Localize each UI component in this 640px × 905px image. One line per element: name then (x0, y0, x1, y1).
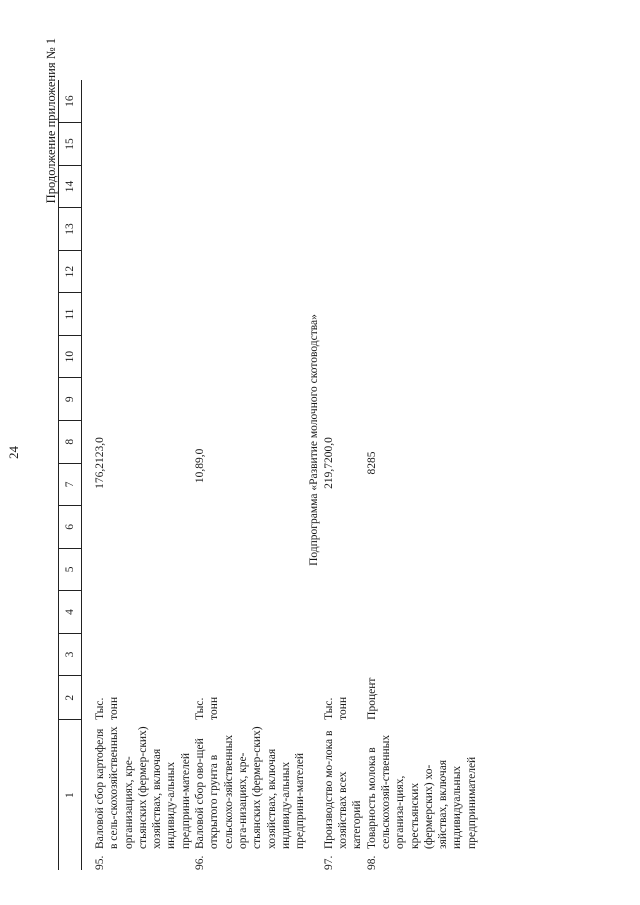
table-row (365, 80, 479, 870)
continuation-title: Продолжение приложения № 1 (44, 38, 58, 204)
row-number: 95. (94, 855, 106, 870)
table-row (193, 80, 307, 870)
value-col-7: 10,8 (194, 463, 207, 484)
unit-cell: Тыс. тонн (194, 696, 221, 720)
column-header: 13 (59, 208, 82, 251)
column-header: 16 (59, 80, 82, 123)
indicator-cell (193, 720, 307, 870)
column-header: 15 (59, 123, 82, 166)
indicators-table (58, 80, 479, 870)
row-number: 96. (194, 855, 207, 870)
table-row (322, 80, 365, 870)
value-col-7: 219,7 (322, 463, 335, 489)
page-number: 24 (6, 446, 21, 459)
column-header: 1 (59, 720, 82, 870)
unit-cell: Тыс. тонн (322, 696, 350, 720)
value-col-8: 9,0 (194, 448, 207, 464)
unit-cell: Процент (365, 677, 378, 720)
column-header: 11 (59, 293, 82, 336)
column-header: 6 (59, 506, 82, 549)
value-col-7: 82 (365, 463, 378, 475)
column-header: 9 (59, 378, 82, 421)
column-header: 8 (59, 420, 82, 463)
subprogram-title: Подпрограмма «Развитие молочного скотоводства» (308, 314, 321, 566)
column-header: 14 (59, 165, 82, 208)
column-header: 12 (59, 250, 82, 293)
column-header: 10 (59, 335, 82, 378)
subprogram-row (307, 80, 321, 870)
unit-cell: Тыс. тонн (94, 696, 121, 720)
value-col-8: 123,0 (94, 437, 106, 464)
indicator-cell (82, 720, 194, 870)
value-col-7: 176,2 (94, 463, 106, 489)
column-header: 4 (59, 591, 82, 634)
row-number: 97. (322, 855, 335, 870)
indicator-cell (365, 720, 479, 870)
column-header: 5 (59, 548, 82, 591)
indicator-name: Производство мо-лока в хозяйствах всех категорий (322, 730, 364, 849)
column-header: 7 (59, 463, 82, 506)
column-header: 3 (59, 633, 82, 676)
value-col-8: 200,0 (322, 437, 335, 464)
row-number: 98. (365, 855, 378, 870)
indicator-cell (322, 720, 365, 870)
column-number-row (59, 80, 82, 870)
indicator-name: Товарность молока в сельскохозяй-ственных организа-циях, крестьянских (фермерских) хо-зяйствах, включая индивидуальных предпринимателей (365, 734, 478, 849)
value-col-8: 85 (365, 451, 378, 464)
table-row (82, 80, 194, 870)
indicator-name: Валовой сбор ово-щей открытого грунта в сельскохо-зяйственных орга-низациях, кре-стьянских (фермер-ских) хозяйствах, включая индивиду-альных предприни-мателей (194, 726, 307, 849)
column-header: 2 (59, 676, 82, 720)
indicator-name: Валовой сбор картофеля в сель-скохозяйственных организациях, кре-стьянских (фермер-ских) хозяйствах, включая индивиду-альных предприни-мателей (94, 726, 192, 849)
